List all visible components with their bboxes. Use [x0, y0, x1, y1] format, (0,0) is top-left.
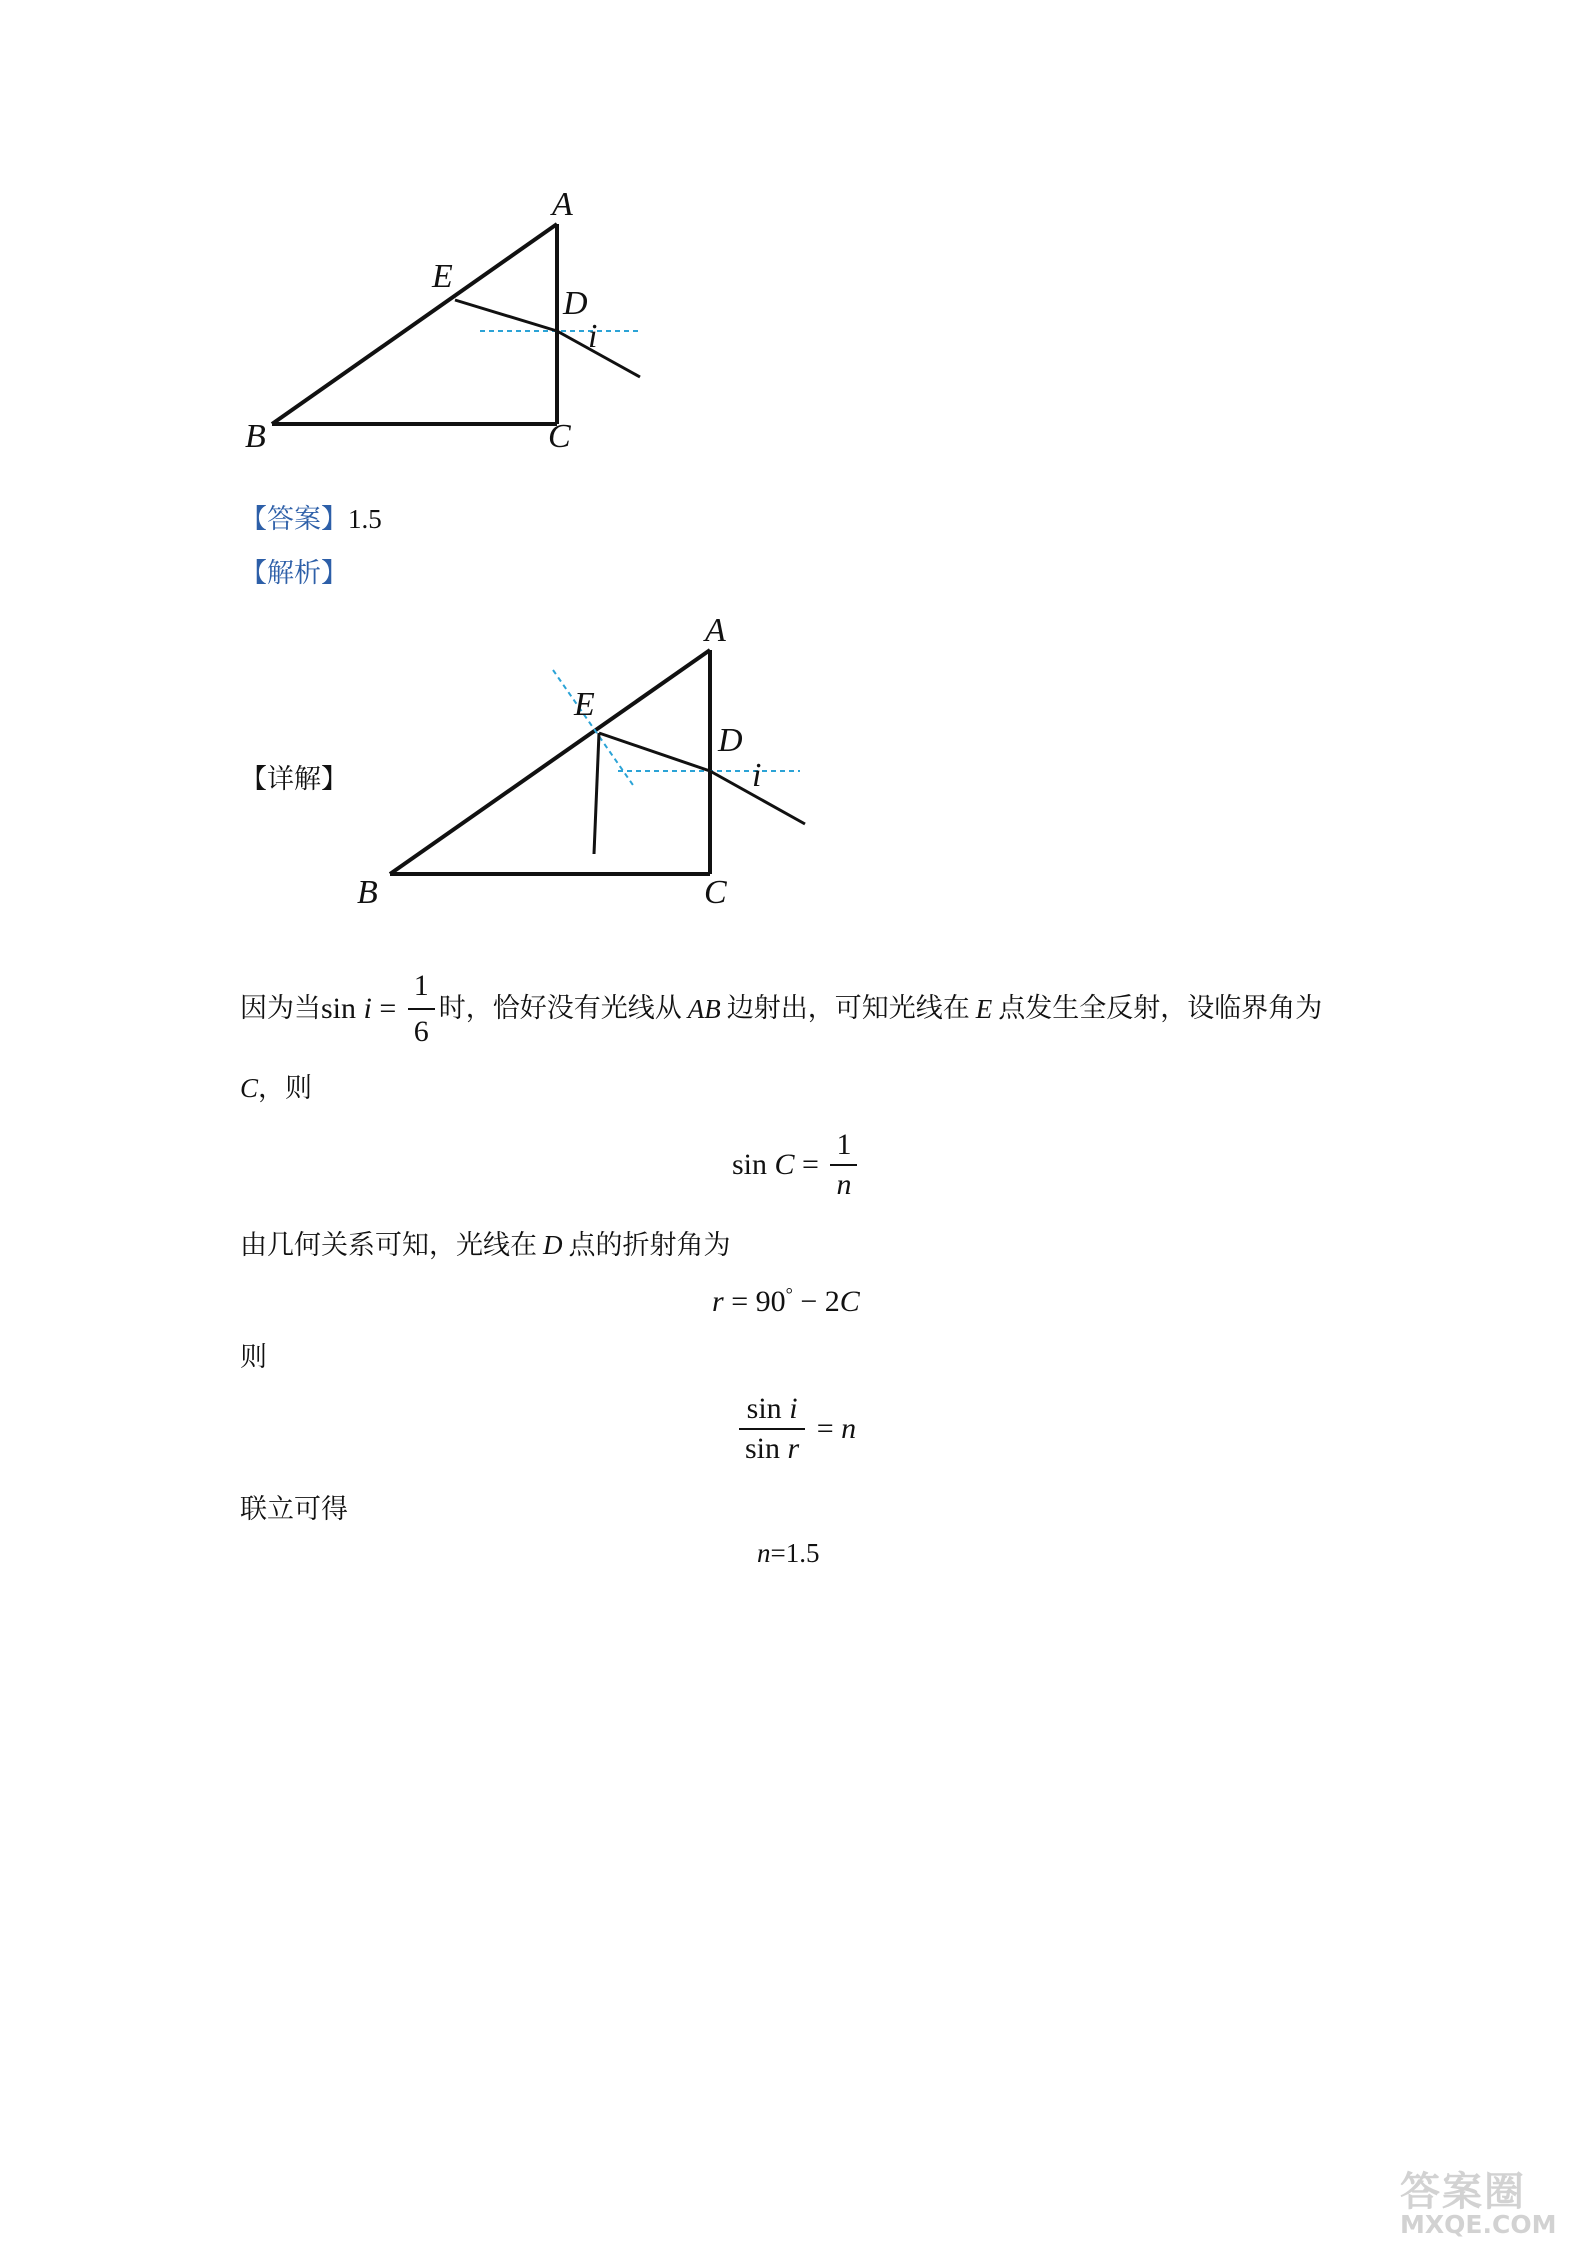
- eq3-den-r: r: [787, 1432, 800, 1465]
- fig1-label-A: A: [552, 186, 573, 223]
- fig1-label-C: C: [548, 418, 571, 455]
- eq1-C: C: [774, 1148, 795, 1181]
- paragraph-1: [240, 966, 1322, 1052]
- prism-triangle: [272, 224, 557, 424]
- eq3-n: n: [841, 1412, 857, 1445]
- fig2-label-A: A: [705, 612, 726, 649]
- p1-sin-i: [321, 992, 404, 1025]
- prism-triangle-2: [390, 650, 710, 874]
- fig2-label-B: B: [357, 874, 378, 911]
- p1-text-b: 边射出，可知光线在: [726, 993, 970, 1024]
- eq2-C: C: [839, 1285, 860, 1318]
- equation-sinC: [732, 1128, 861, 1202]
- eq3-num-i: i: [789, 1392, 798, 1425]
- fig2-label-C: C: [704, 874, 727, 911]
- analysis-label: 【解析】: [240, 558, 348, 589]
- eq3-fraction: [739, 1392, 805, 1466]
- answer-line: [240, 499, 382, 540]
- equation-result: [757, 1538, 819, 1569]
- p3-text-a: 由几何关系可知，光线在: [240, 1230, 537, 1261]
- fig2-label-E: E: [574, 686, 595, 723]
- p3-text-b: 点的折射角为: [568, 1230, 731, 1261]
- fig2-label-i: i: [752, 757, 762, 794]
- p2-rest: ，则: [258, 1073, 313, 1104]
- fig2-label-D: D: [718, 722, 743, 759]
- paragraph-2: [240, 1068, 312, 1109]
- p1-prefix: 因为当: [240, 993, 321, 1024]
- watermark-top: 答案圈: [1400, 2169, 1526, 2215]
- p1-num: 1: [408, 966, 435, 1010]
- analysis-line: [240, 554, 348, 594]
- eq2-r: r: [712, 1285, 724, 1318]
- paragraph-3: [240, 1225, 731, 1266]
- answer-label: 【答案】: [240, 504, 348, 535]
- p1-den: 6: [413, 1015, 429, 1048]
- fig1-label-D: D: [563, 285, 588, 322]
- eq2-deg: °: [785, 1284, 793, 1304]
- paragraph-4: 则: [240, 1342, 267, 1373]
- p1-E: E: [975, 994, 993, 1024]
- paragraph-5: 联立可得: [240, 1494, 348, 1525]
- refracted-ray: [455, 300, 557, 331]
- fig1-label-i: i: [588, 318, 598, 355]
- p1-text-a: 时，恰好没有光线从: [438, 993, 682, 1024]
- figure-1-prism-diagram: [220, 180, 680, 480]
- eq1-sin: sin: [732, 1148, 768, 1181]
- fig1-label-B: B: [245, 418, 266, 455]
- p2-C: C: [240, 1073, 259, 1103]
- p1-eq: =: [371, 992, 404, 1025]
- reflected-ray: [594, 733, 599, 854]
- eq1-num: 1: [830, 1128, 857, 1166]
- eq3-den-sin: sin: [745, 1432, 781, 1465]
- p1-sin: sin: [321, 992, 357, 1025]
- eq3-den: [739, 1430, 805, 1466]
- p1-i: i: [363, 992, 372, 1025]
- watermark-bottom: MXQE.COM: [1400, 2210, 1557, 2239]
- refracted-ray-2: [599, 733, 710, 771]
- p1-AB: AB: [687, 994, 721, 1024]
- equation-snell: [735, 1392, 856, 1466]
- eq2-mid: = 90: [723, 1285, 786, 1318]
- eq2-end: − 2: [792, 1285, 840, 1318]
- equation-r: [712, 1284, 860, 1319]
- p3-D: D: [543, 1230, 563, 1260]
- eq3-num: [739, 1392, 805, 1430]
- p1-text-c: 点发生全反射，设临界角为: [998, 993, 1323, 1024]
- eq4-n: n: [757, 1538, 771, 1568]
- incident-ray: [557, 331, 640, 377]
- eq1-fraction: [830, 1128, 857, 1202]
- eq3-num-sin: sin: [746, 1392, 782, 1425]
- detail-label: 【详解】: [240, 764, 348, 795]
- eq1-den: n: [836, 1168, 852, 1201]
- fig1-label-E: E: [432, 258, 453, 295]
- p1-fraction: [408, 966, 435, 1052]
- eq1-eq: =: [794, 1148, 827, 1181]
- answer-value: 1.5: [348, 504, 382, 534]
- eq3-eq: =: [809, 1412, 842, 1445]
- eq4-val: =1.5: [770, 1538, 820, 1568]
